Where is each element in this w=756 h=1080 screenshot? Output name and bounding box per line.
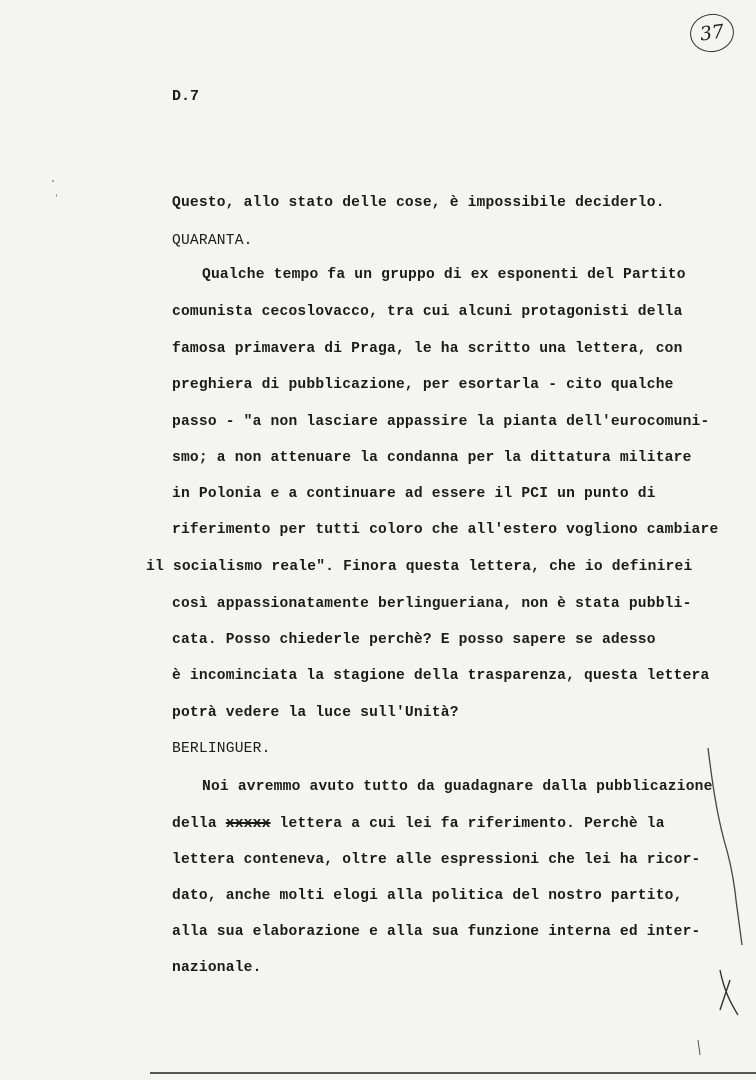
paper-speck [52,180,54,182]
text-line: così appassionatamente berlingueriana, non è stata pubbli- [172,596,692,612]
speaker-label: BERLINGUER. [172,741,271,757]
text-line: smo; a non attenuare la condanna per la dittatura militare [172,450,692,466]
text-fragment: della [172,816,217,832]
text-line: preghiera di pubblicazione, per esortarla - cito qualche [172,377,674,393]
text-line: lettera conteneva, oltre alle espressioni che lei ha ricor- [172,852,701,868]
paper-speck [56,194,57,197]
text-line: comunista cecoslovacco, tra cui alcuni protagonisti della [172,304,683,320]
document-reference: D.7 [172,88,200,105]
page-number: 37 [698,20,726,46]
text-line: cata. Posso chiederle perchè? E posso sapere se adesso [172,632,656,648]
text-line: è incominciata la stagione della trasparenza, questa lettera [172,668,710,684]
text-line: riferimento per tutti coloro che all'estero vogliono cambiare [172,522,719,538]
text-line: Qualche tempo fa un gruppo di ex esponenti del Partito [202,267,686,283]
struck-out-word: xxxxx [225,816,271,832]
text-line: nazionale. [172,960,262,976]
text-line: potrà vedere la luce sull'Unità? [172,705,459,721]
text-line: alla sua elaborazione e alla sua funzione interna ed inter- [172,924,701,940]
margin-pen-mark-icon [690,740,750,1060]
text-line: Questo, allo stato delle cose, è impossibile deciderlo. [172,195,665,211]
page-number-stamp [688,11,737,55]
text-line: in Polonia e a continuare ad essere il PCI un punto di [172,486,656,502]
text-line [172,816,665,832]
text-line: Noi avremmo avuto tutto da guadagnare dalla pubblicazione [202,779,713,795]
text-fragment: lettera a cui lei fa riferimento. Perchè la [279,816,665,832]
text-line: dato, anche molti elogi alla politica del nostro partito, [172,888,683,904]
speaker-label: QUARANTA. [172,233,253,249]
text-line: passo - "a non lasciare appassire la pianta dell'eurocomuni- [172,414,710,430]
text-line: famosa primavera di Praga, le ha scritto una lettera, con [172,341,683,357]
text-line: il socialismo reale". Finora questa lettera, che io definirei [146,559,693,575]
bottom-page-edge [150,1072,756,1074]
